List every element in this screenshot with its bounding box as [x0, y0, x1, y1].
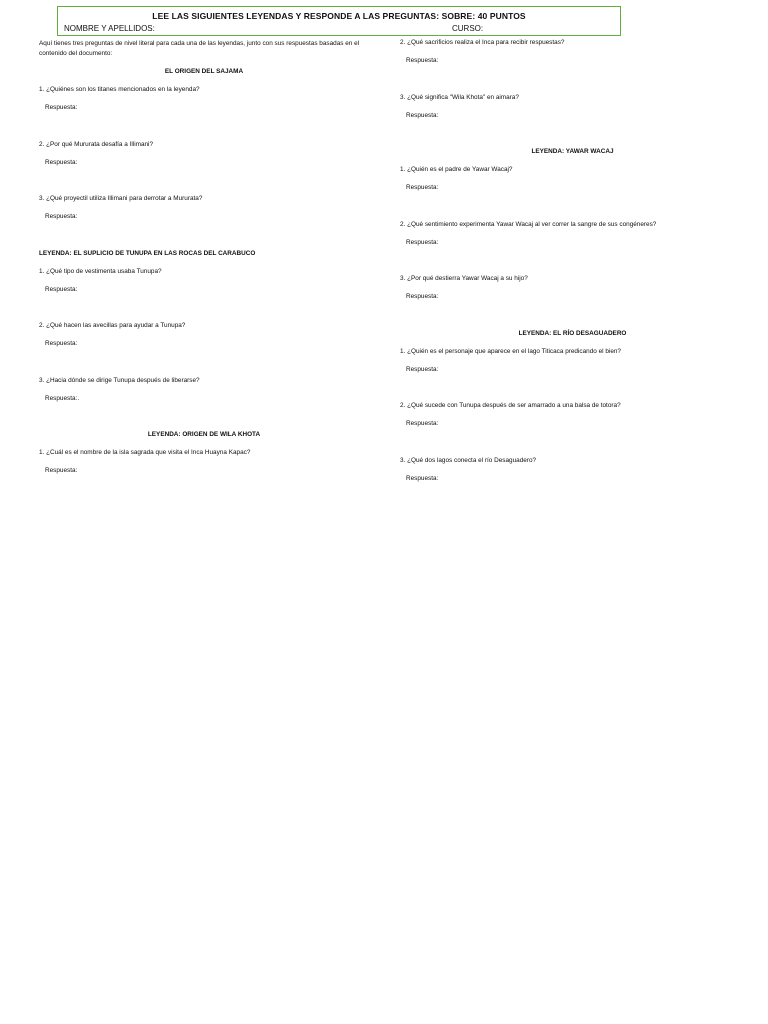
question-block	[400, 347, 745, 402]
answer-field[interactable]: Respuesta:	[45, 340, 78, 347]
right-column	[400, 38, 745, 510]
answer-field[interactable]: Respuesta:	[45, 158, 78, 166]
question-block	[400, 38, 745, 93]
answer-field[interactable]: Respuesta:	[406, 111, 439, 119]
question-block	[400, 401, 745, 456]
header-box	[57, 6, 621, 36]
question-text: 2. ¿Por qué Mururata desafía a Illimani?	[39, 140, 154, 148]
question-block	[400, 456, 745, 511]
answer-field[interactable]: Respuesta:	[45, 213, 78, 220]
question-text: 2. ¿Qué sacrificios realiza el Inca para recibir respuestas?	[400, 39, 565, 46]
question-text: 3. ¿Hacia dónde se dirige Tunupa después de liberarse?	[39, 376, 200, 384]
question-text: 1. ¿Cuál es el nombre de la isla sagrada que visita el Inca Huayna Kapac?	[39, 449, 251, 456]
section-title-sajama: EL ORIGEN DEL SAJAMA	[164, 68, 244, 75]
intro-text: Aquí tienes tres preguntas de nivel literal para cada una de las leyendas, junto con sus respuestas basadas en el contenido del documento:	[39, 40, 360, 57]
answer-field[interactable]: Respuesta:	[406, 184, 439, 191]
section-title-wila-khota: LEYENDA: ORIGEN DE WILA KHOTA	[147, 431, 261, 438]
section-title-rio-desaguadero: LEYENDA: EL RÍO DESAGUADERO	[518, 329, 627, 337]
question-block	[39, 140, 369, 195]
question-text: 2. ¿Qué sucede con Tunupa después de ser amarrado a una balsa de totora?	[400, 402, 621, 409]
question-text: 2. ¿Qué hacen las avecillas para ayudar a Tunupa?	[39, 322, 186, 329]
question-block	[39, 376, 369, 431]
answer-field[interactable]: Respuesta:	[406, 57, 439, 64]
question-block	[400, 165, 745, 220]
answer-field[interactable]: Respuesta:	[45, 285, 78, 293]
question-text: 1. ¿Qué tipo de vestimenta usaba Tunupa?	[39, 267, 162, 275]
question-text: 1. ¿Quiénes son los titanes mencionados en la leyenda?	[39, 86, 200, 93]
answer-field[interactable]: Respuesta:	[406, 420, 439, 427]
section-title-yawar-wacaj: LEYENDA: YAWAR WACAJ	[531, 148, 614, 155]
answer-field[interactable]: Respuesta:	[406, 293, 439, 300]
answer-field[interactable]: Respuesta:	[45, 467, 78, 474]
question-block	[39, 85, 369, 140]
header-title: LEE LAS SIGUIENTES LEYENDAS Y RESPONDE A LAS PREGUNTAS: SOBRE: 40 PUNTOS	[152, 11, 526, 21]
question-text: 1. ¿Quién es el personaje que aparece en el lago Titicaca predicando el bien?	[400, 347, 621, 355]
question-text: 2. ¿Qué sentimiento experimenta Yawar Wacaj al ver correr la sangre de sus congéneres?	[400, 220, 657, 228]
question-text: 3. ¿Qué dos lagos conecta el río Desaguadero?	[400, 456, 537, 464]
question-block	[400, 93, 745, 148]
answer-field[interactable]: Respuesta:	[45, 104, 78, 111]
question-block	[39, 321, 369, 376]
question-block	[39, 267, 369, 322]
answer-field[interactable]: Respuesta:	[406, 238, 439, 246]
question-block	[400, 274, 745, 329]
question-text: 3. ¿Por qué destierra Yawar Wacaj a su hijo?	[400, 275, 528, 282]
answer-field[interactable]: Respuesta:	[406, 365, 439, 373]
section-title-tunupa: LEYENDA: EL SUPLICIO DE TUNUPA EN LAS ROCAS DEL CARABUCO	[39, 249, 256, 257]
question-text: 3. ¿Qué proyectil utiliza Illimani para derrotar a Mururata?	[39, 195, 203, 202]
question-block	[39, 194, 369, 249]
left-column	[39, 38, 369, 503]
question-text: 1. ¿Quién es el padre de Yawar Wacaj?	[400, 166, 513, 173]
question-block	[39, 448, 369, 503]
answer-field[interactable]: Respuesta:.	[45, 394, 80, 402]
name-field-label: NOMBRE Y APELLIDOS:	[64, 24, 155, 33]
answer-field[interactable]: Respuesta:	[406, 474, 439, 482]
question-block	[400, 220, 745, 275]
question-text: 3. ¿Qué significa "Wila Khota" en aimara?	[400, 93, 519, 101]
course-field-label: CURSO:	[452, 24, 484, 33]
